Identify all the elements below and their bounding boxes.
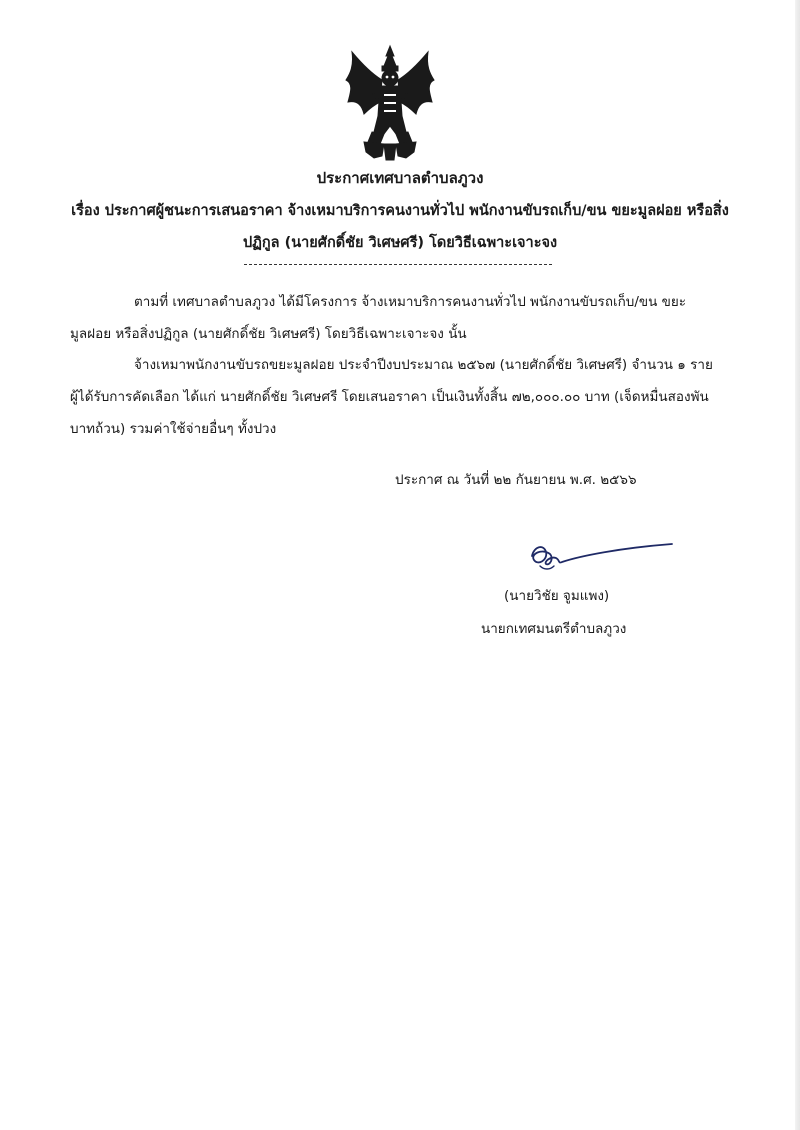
announcement-date: ประกาศ ณ วันที่ ๒๒ กันยายน พ.ศ. ๒๕๖๖ (395, 472, 637, 488)
paragraph-1-line-1: ตามที่ เทศบาลตำบลภูวง ได้มีโครงการ จ้างเหมาบริการคนงานทั่วไป พนักงานขับรถเก็บ/ขน ขยะ (134, 294, 687, 310)
signer-position: นายกเทศมนตรีตำบลภูวง (481, 621, 627, 637)
signer-name: (นายวิชัย จูมแพง) (504, 588, 610, 604)
paragraph-2-line-2: ผู้ได้รับการคัดเลือก ได้แก่ นายศักดิ์ชัย วิเศษศรี โดยเสนอราคา เป็นเงินทั้งสิ้น ๗๒,๐๐๐.๐๐ บาท (เจ็ดหมื่นสองพัน (70, 389, 709, 405)
divider (244, 264, 552, 265)
paragraph-2-line-3: บาทถ้วน) รวมค่าใช้จ่ายอื่นๆ ทั้งปวง (70, 421, 277, 437)
paragraph-2-line-1: จ้างเหมาพนักงานขับรถขยะมูลฝอย ประจำปีงบประมาณ ๒๕๖๗ (นายศักดิ์ชัย วิเศษศรี) จำนวน ๑ ราย (134, 357, 713, 373)
subject-line-1: เรื่อง ประกาศผู้ชนะการเสนอราคา จ้างเหมาบริการคนงานทั่วไป พนักงานขับรถเก็บ/ขน ขยะมูลฝอย หรือสิ่ง (71, 203, 729, 219)
subject-line-2: ปฏิกูล (นายศักดิ์ชัย วิเศษศรี) โดยวิธีเฉพาะเจาะจง (242, 235, 558, 251)
signature-icon (520, 536, 680, 576)
paragraph-1-line-2: มูลฝอย หรือสิ่งปฏิกูล (นายศักดิ์ชัย วิเศษศรี) โดยวิธีเฉพาะเจาะจง นั้น (70, 326, 467, 342)
garuda-emblem-icon (344, 44, 436, 162)
announcement-title: ประกาศเทศบาลตำบลภูวง (316, 169, 484, 187)
page-edge (795, 0, 800, 1130)
